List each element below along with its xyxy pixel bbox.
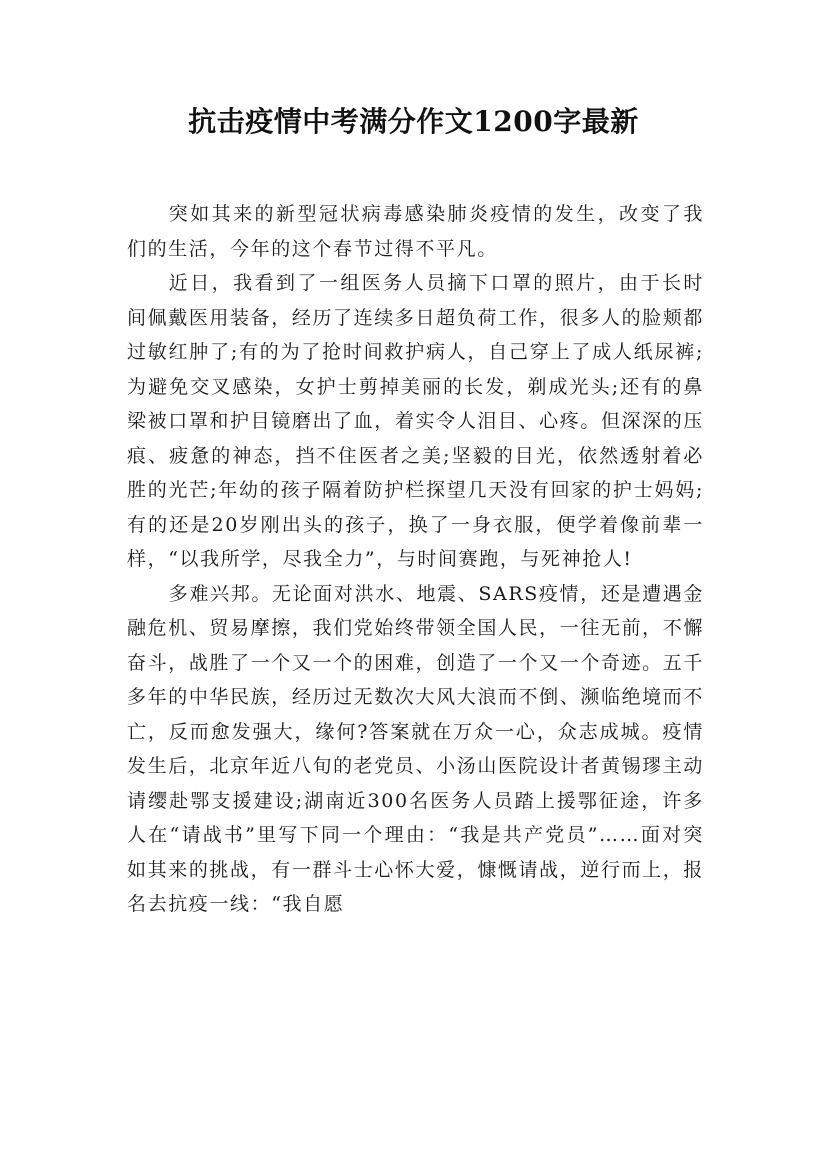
document-title: 抗击疫情中考满分作文1200字最新 xyxy=(188,105,639,138)
paragraph-nation: 多难兴邦。无论面对洪水、地震、SARS疫情，还是遭遇金融危机、贸易摩擦，我们党始终带领全国人民，一往无前，不懈奋斗，战胜了一个又一个的困难，创造了一个又一个奇迹。五千多年的中华民族，经历过无数次大风大浪而不倒、濒临绝境而不亡，反而愈发强大，缘何?答案就在万众一心，众志成城。疫情发生后，北京年近八旬的老党员、小汤山医院设计者黄锡璆主动请缨赴鄂支援建设;湖南近300名医务人员踏上援鄂征途，许多人在“请战书”里写下同一个理由：“我是共产党员”……面对突如其来的挑战，有一群斗士心怀大爱，慷慨请战，逆行而上，报名去抗疫一线：“我自愿 xyxy=(127,582,704,915)
paragraph-intro: 突如其来的新型冠状病毒感染肺炎疫情的发生，改变了我们的生活，今年的这个春节过得不平凡。 xyxy=(127,203,704,260)
paragraph-medical-staff: 近日，我看到了一组医务人员摘下口罩的照片，由于长时间佩戴医用装备，经历了连续多日超负荷工作，很多人的脸颊都过敏红肿了;有的为了抢时间救护病人，自己穿上了成人纸尿裤;为避免交叉感染，女护士剪掉美丽的长发，剃成光头;还有的鼻梁被口罩和护目镜磨出了血，着实令人泪目、心疼。但深深的压痕、疲惫的神态，挡不住医者之美;坚毅的目光，依然透射着必胜的光芒;年幼的孩子隔着防护栏探望几天没有回家的护士妈妈;有的还是20岁刚出头的孩子，换了一身衣服，便学着像前辈一样，“以我所学，尽我全力”，与时间赛跑，与死神抢人! xyxy=(127,272,704,570)
document-body xyxy=(127,197,704,922)
